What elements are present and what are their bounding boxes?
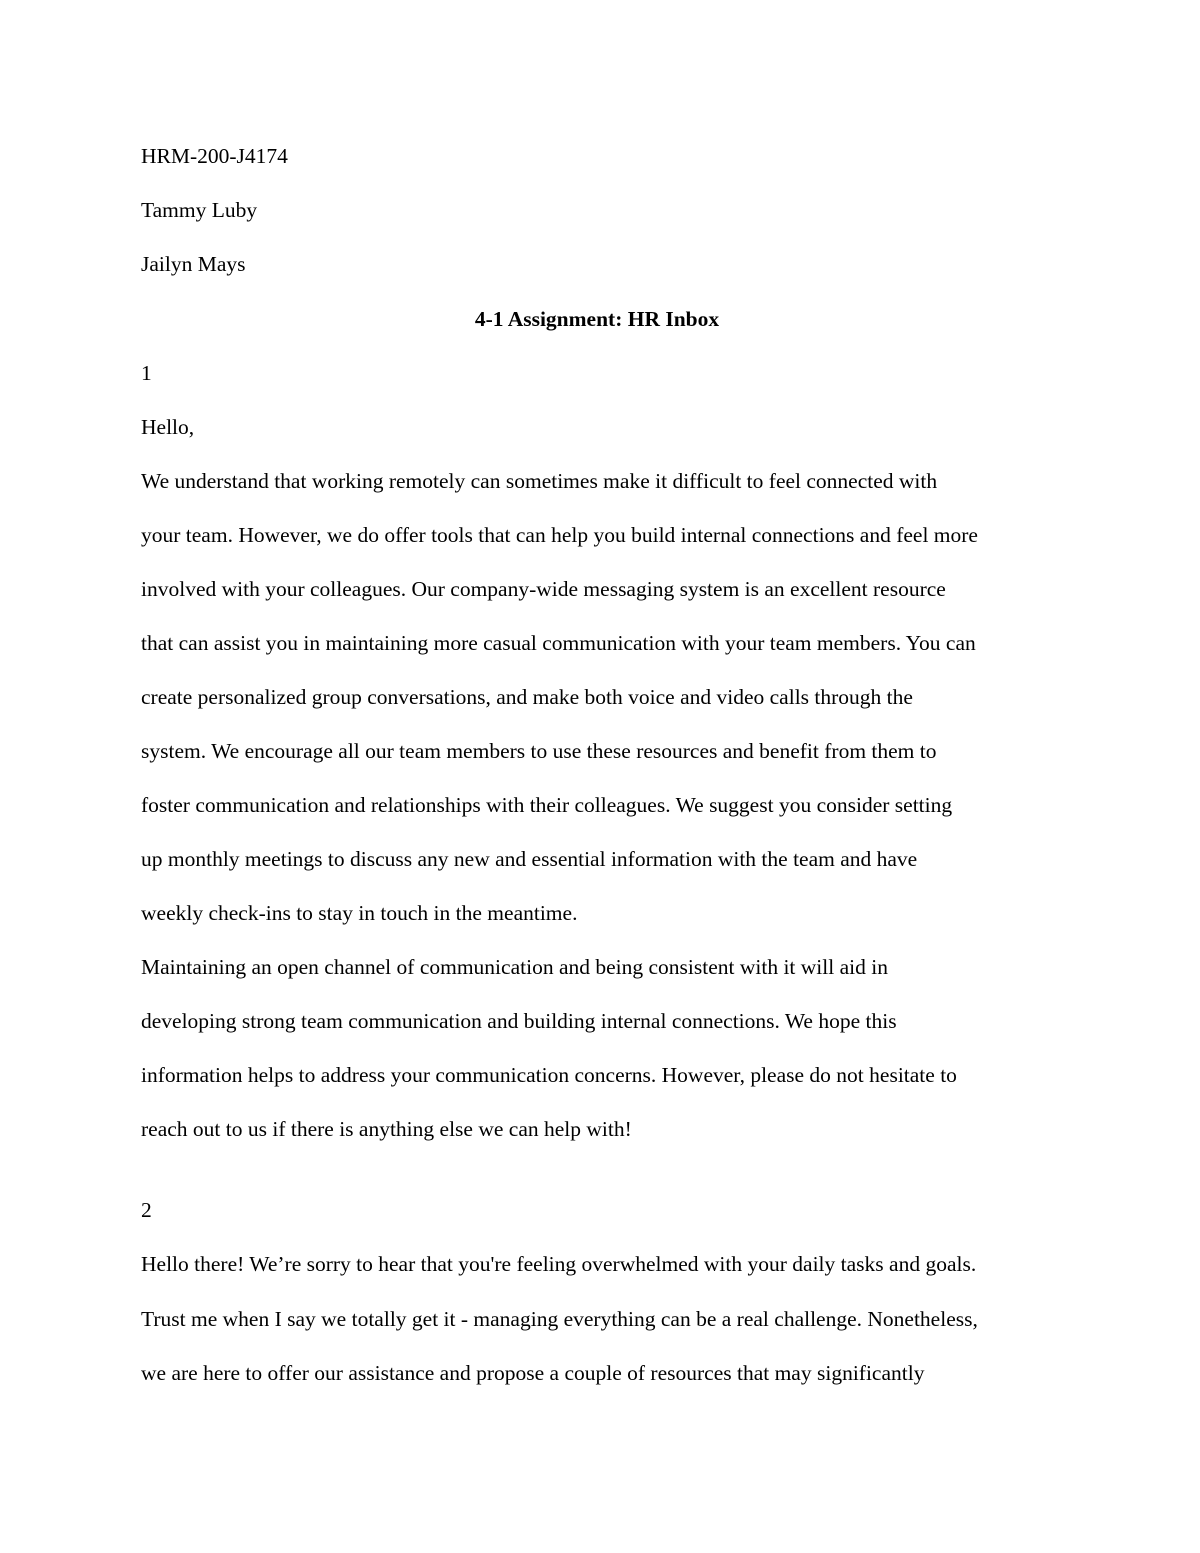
section1-line: reach out to us if there is anything else we can help with!	[141, 1117, 632, 1141]
section1-line: your team. However, we do offer tools that can help you build internal connections and feel more	[141, 523, 978, 547]
student-name: Jailyn Mays	[141, 252, 246, 276]
document-title: 4-1 Assignment: HR Inbox	[474, 307, 720, 331]
section1-line: up monthly meetings to discuss any new and essential information with the team and have	[141, 847, 918, 871]
section1-line: weekly check-ins to stay in touch in the meantime.	[141, 901, 578, 925]
instructor-name: Tammy Luby	[141, 198, 258, 222]
section1-line: create personalized group conversations, and make both voice and video calls through the	[141, 685, 913, 709]
section2-line: we are here to offer our assistance and propose a couple of resources that may significantly	[141, 1361, 925, 1385]
section1-line: that can assist you in maintaining more casual communication with your team members. You can	[141, 631, 976, 655]
section-number-1: 1	[141, 361, 152, 385]
section1-line: information helps to address your communication concerns. However, please do not hesitate to	[141, 1063, 957, 1087]
section1-line: foster communication and relationships with their colleagues. We suggest you consider setting	[141, 793, 953, 817]
section2-line: Trust me when I say we totally get it - managing everything can be a real challenge. Nonetheless,	[141, 1307, 978, 1331]
section1-line: involved with your colleagues. Our company-wide messaging system is an excellent resource	[141, 577, 946, 601]
section1-line: We understand that working remotely can sometimes make it difficult to feel connected with	[141, 469, 938, 493]
section1-line: developing strong team communication and building internal connections. We hope this	[141, 1009, 897, 1033]
course-code: HRM-200-J4174	[141, 144, 288, 168]
section1-line: system. We encourage all our team members to use these resources and benefit from them to	[141, 739, 937, 763]
section-number-2: 2	[141, 1198, 152, 1222]
section2-line: Hello there! We’re sorry to hear that you're feeling overwhelmed with your daily tasks and goals.	[141, 1252, 977, 1276]
section1-greeting: Hello,	[141, 415, 195, 439]
section1-line: Maintaining an open channel of communication and being consistent with it will aid in	[141, 955, 888, 979]
